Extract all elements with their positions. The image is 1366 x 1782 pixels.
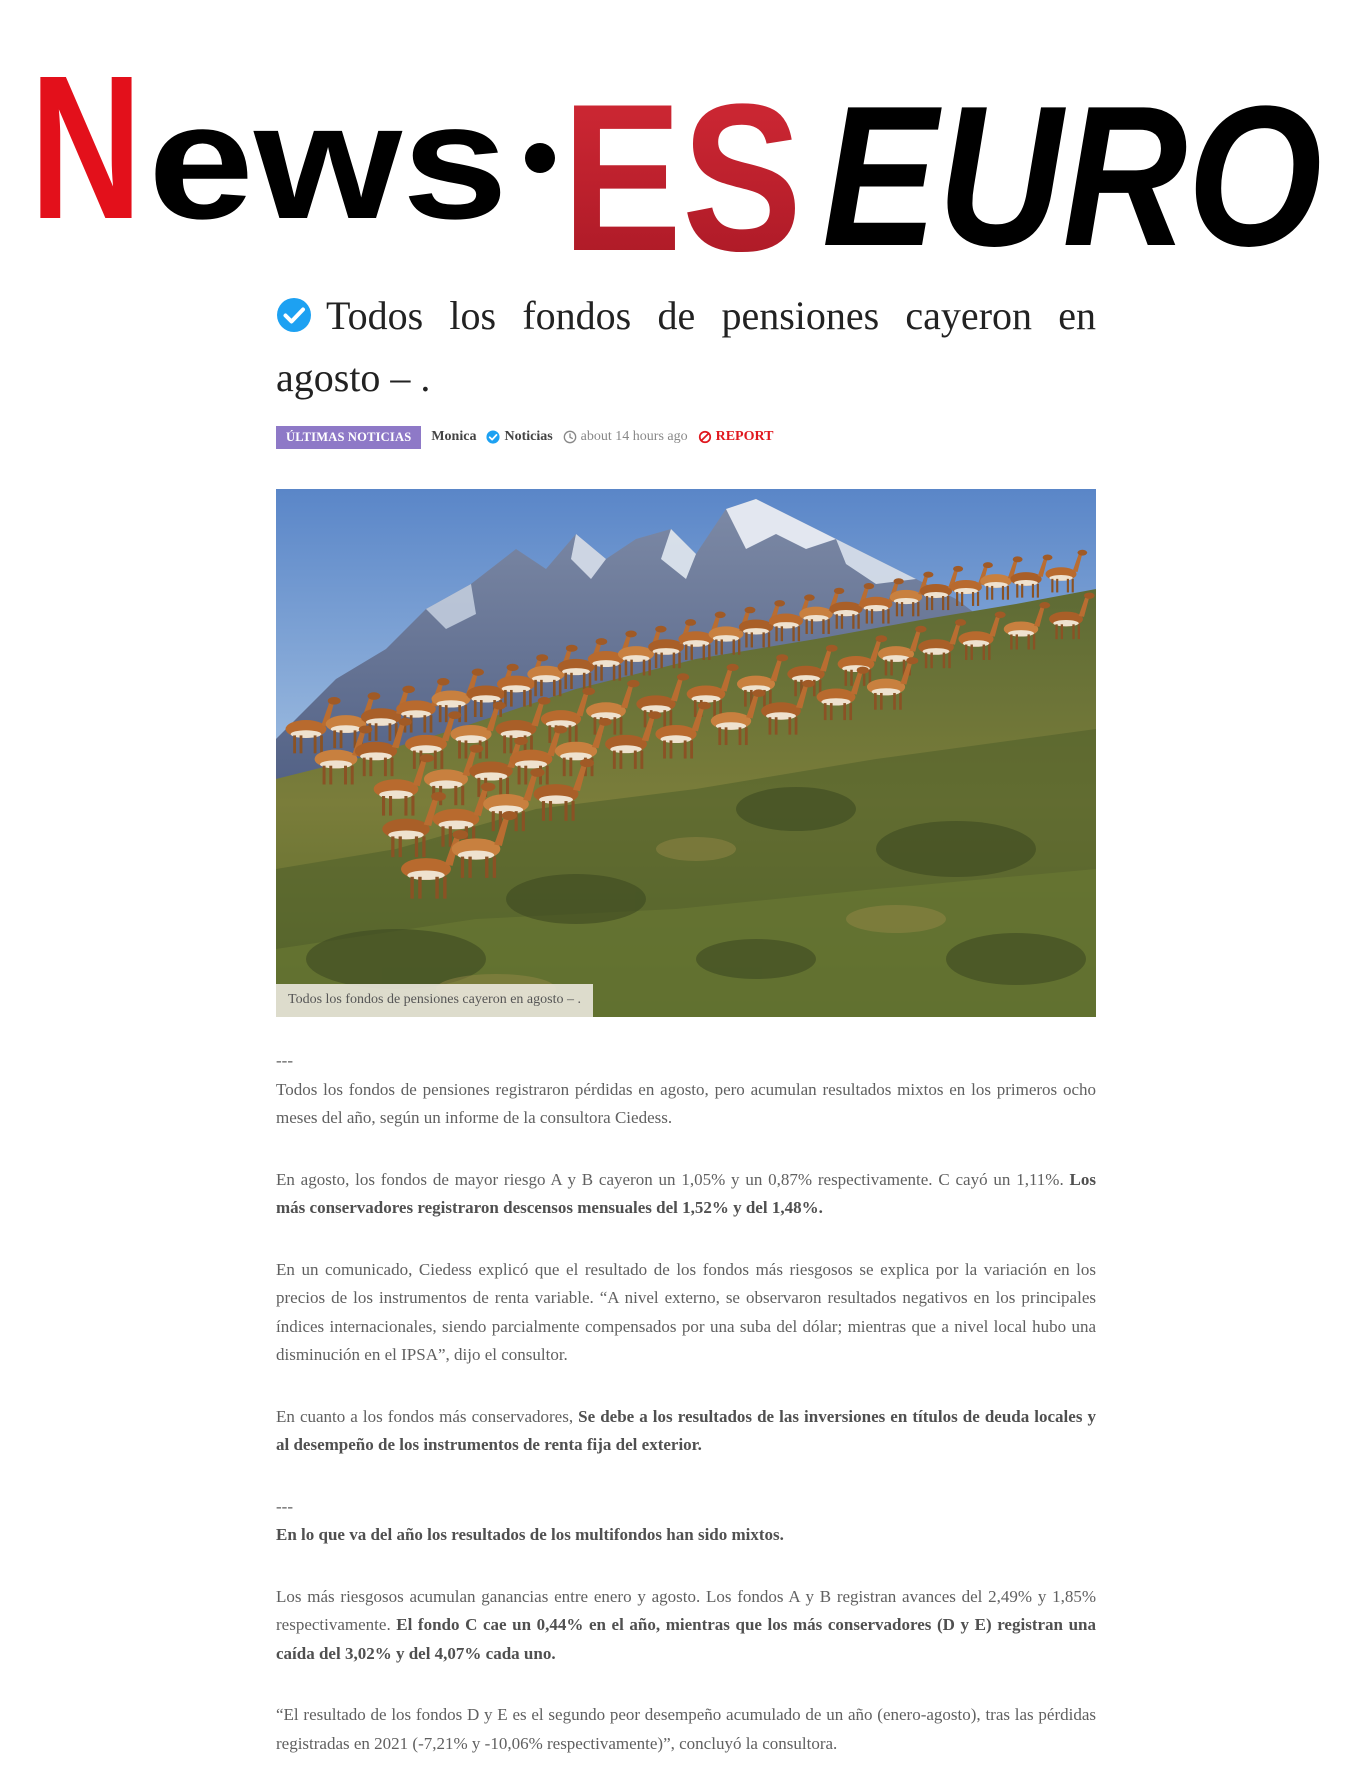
image-caption: Todos los fondos de pensiones cayeron en agosto – . (276, 984, 593, 1017)
paragraph-5-bold: En lo que va del año los resultados de los multifondos han sido mixtos. (276, 1525, 784, 1544)
paragraph-4 (276, 1403, 1096, 1460)
paragraph-6 (276, 1583, 1096, 1669)
logo-word-euro: EURO (822, 65, 1322, 288)
author-link[interactable]: Monica (431, 429, 477, 444)
featured-image[interactable] (276, 489, 1096, 1017)
article-meta (276, 425, 1096, 449)
article-body (276, 1047, 1096, 1758)
paragraph-4-text: En cuanto a los fondos más conservadores, (276, 1406, 579, 1426)
paragraph-2-bold: Los más conservadores registraron descensos mensuales del 1,52% y del 1,48%. (276, 1169, 1096, 1217)
clock-icon (563, 430, 577, 444)
paragraph-5 (276, 1521, 1096, 1550)
featured-image-graphic (276, 489, 1096, 1017)
paragraph-2-text: En agosto, los fondos de mayor riesgo A y B cayeron un 1,05% y un 0,87% respectivamente. C cayó un 1,11%. (276, 1169, 1070, 1189)
report-ban-icon (698, 430, 712, 444)
verified-check-icon (486, 430, 500, 444)
verified-check-icon (276, 297, 312, 333)
post-time (563, 429, 688, 445)
paragraph-1: Todos los fondos de pensiones registraron pérdidas en agosto, pero acumulan resultados mixtos en los primeros ocho meses del año, según un informe de la consultora Ciedess. (276, 1079, 1096, 1127)
report-label: REPORT (715, 429, 774, 444)
article (276, 285, 1096, 1758)
logo-word-news: ews (148, 69, 509, 253)
report-button[interactable] (698, 429, 774, 445)
article-title-text: Todos los fondos de pensiones cayeron en agosto – . (276, 293, 1096, 400)
paragraph-7: “El resultado de los fondos D y E es el segundo peor desempeño acumulado de un año (enero-agosto), tras las pérdidas registradas en 2021 (-7,21% y -10,06% respectivamente)”, concluyó la consultora. (276, 1705, 1096, 1753)
post-time-text: about 14 hours ago (580, 429, 688, 444)
logo-dot (525, 143, 555, 173)
article-title (276, 285, 1096, 409)
site-logo[interactable] (30, 33, 1340, 295)
separator: --- (276, 1051, 293, 1070)
separator-2: --- (276, 1496, 293, 1516)
paragraph-6-text: Los más riesgosos acumulan ganancias entre enero y agosto. Los fondos A y B registran avances del 2,49% y 1,85% respectivamente. (276, 1586, 1096, 1634)
category-link[interactable] (486, 429, 552, 445)
paragraph-4-bold: Se debe a los resultados de las inversiones en títulos de deuda locales y al desempeño de los instrumentos de renta fija del exterior. (276, 1406, 1096, 1454)
category-badge[interactable]: ÚLTIMAS NOTICIAS (276, 426, 421, 449)
site-logo-graphic (30, 33, 1340, 295)
logo-word-es: ES (562, 60, 802, 295)
logo-letter-n: N (30, 33, 142, 262)
paragraph-3: En un comunicado, Ciedess explicó que el resultado de los fondos más riesgosos se explica por la variación en los precios de los instrumentos de renta variable. “A nivel externo, se observaron resultados negativos en los principales índices internacionales, siendo parcialmente compensados por una suba del dólar; mientras que a nivel local hubo una disminución en el IPSA”, dijo el consultor. (276, 1259, 1096, 1364)
paragraph-6-bold: El fondo C cae un 0,44% en el año, mientras que los más conservadores (D y E) registran una caída del 3,02% y del 4,07% cada uno. (276, 1615, 1096, 1663)
paragraph-2 (276, 1166, 1096, 1223)
category-label: Noticias (504, 429, 553, 444)
